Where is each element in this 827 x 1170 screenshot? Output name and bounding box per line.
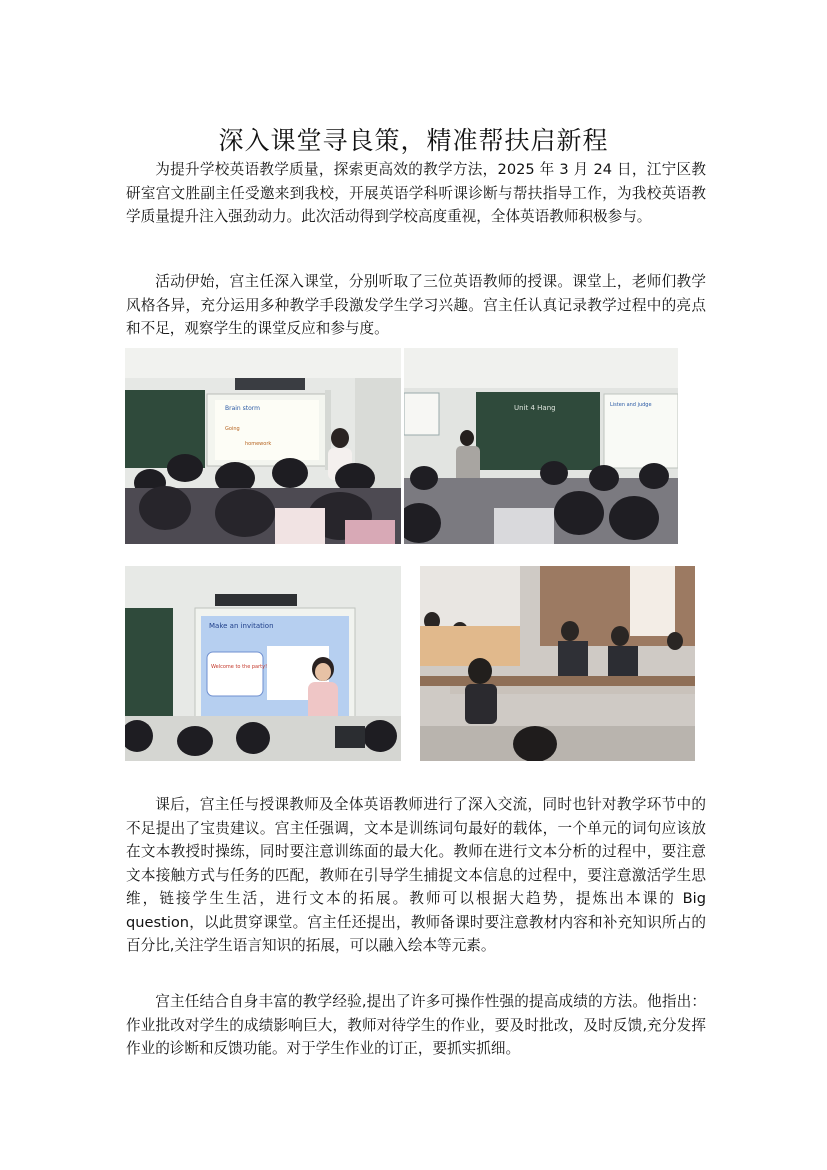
slide-title-2: Listen and judge [610, 402, 652, 408]
slide-text-1: Going [225, 426, 240, 432]
classroom-photo-1 [125, 348, 401, 544]
slide-title-1: Brain storm [225, 405, 260, 412]
paragraph-4: 宫主任结合自身丰富的教学经验,提出了许多可操作性强的提高成绩的方法。他指出：作业批改对学生的成绩影响巨大，教师对待学生的作业，要及时批改，及时反馈,充分发挥作业的诊断和反馈功能。对于学生作业的订正，要抓实抓细。 [126, 993, 706, 1057]
chalkboard-text: Unit 4 Hang [514, 404, 556, 412]
slide-text-2: homework [245, 441, 272, 447]
classroom-photo-2 [404, 348, 678, 544]
slide-banner: Welcome to the party! [211, 664, 268, 670]
article-title: 深入课堂寻良策，精准帮扶启新程 [218, 125, 609, 155]
paragraph-3: 课后，宫主任与授课教师及全体英语教师进行了深入交流，同时也针对教学环节中的不足提出了宝贵建议。宫主任强调，文本是训练词句最好的载体，一个单元的词句应该放在文本教授时操练，同时要注意训练面的最大化。教师在进行文本分析的过程中，要注意文本接触方式与任务的匹配，教师在引导学生捕捉文本信息的过程中，要注意激活学生思维，链接学生生活，进行文本的拓展。教师可以根据大趋势，提炼出本课的 Big question，以此贯穿课堂。宫主任还提出，教师备课时要注意教材内容和补充知识所占的百分比,关注学生语言知识的拓展，可以融入绘本等元素。 [126, 796, 706, 954]
slide-title-3: Make an invitation [209, 622, 274, 630]
classroom-photo-4 [420, 566, 695, 761]
paragraph-2: 活动伊始，宫主任深入课堂，分别听取了三位英语教师的授课。课堂上，老师们教学风格各异，充分运用多种教学手段激发学生学习兴趣。宫主任认真记录教学过程中的亮点和不足，观察学生的课堂反应和参与度。 [126, 273, 706, 337]
classroom-photo-3 [125, 566, 401, 761]
paragraph-1: 为提升学校英语教学质量，探索更高效的教学方法，2025 年 3 月 24 日，江宁区教研室宫文胜副主任受邀来到我校，开展英语学科听课诊断与帮扶指导工作，为我校英语教学质量提升注入强劲动力。此次活动得到学校高度重视，全体英语教师积极参与。 [126, 161, 706, 225]
